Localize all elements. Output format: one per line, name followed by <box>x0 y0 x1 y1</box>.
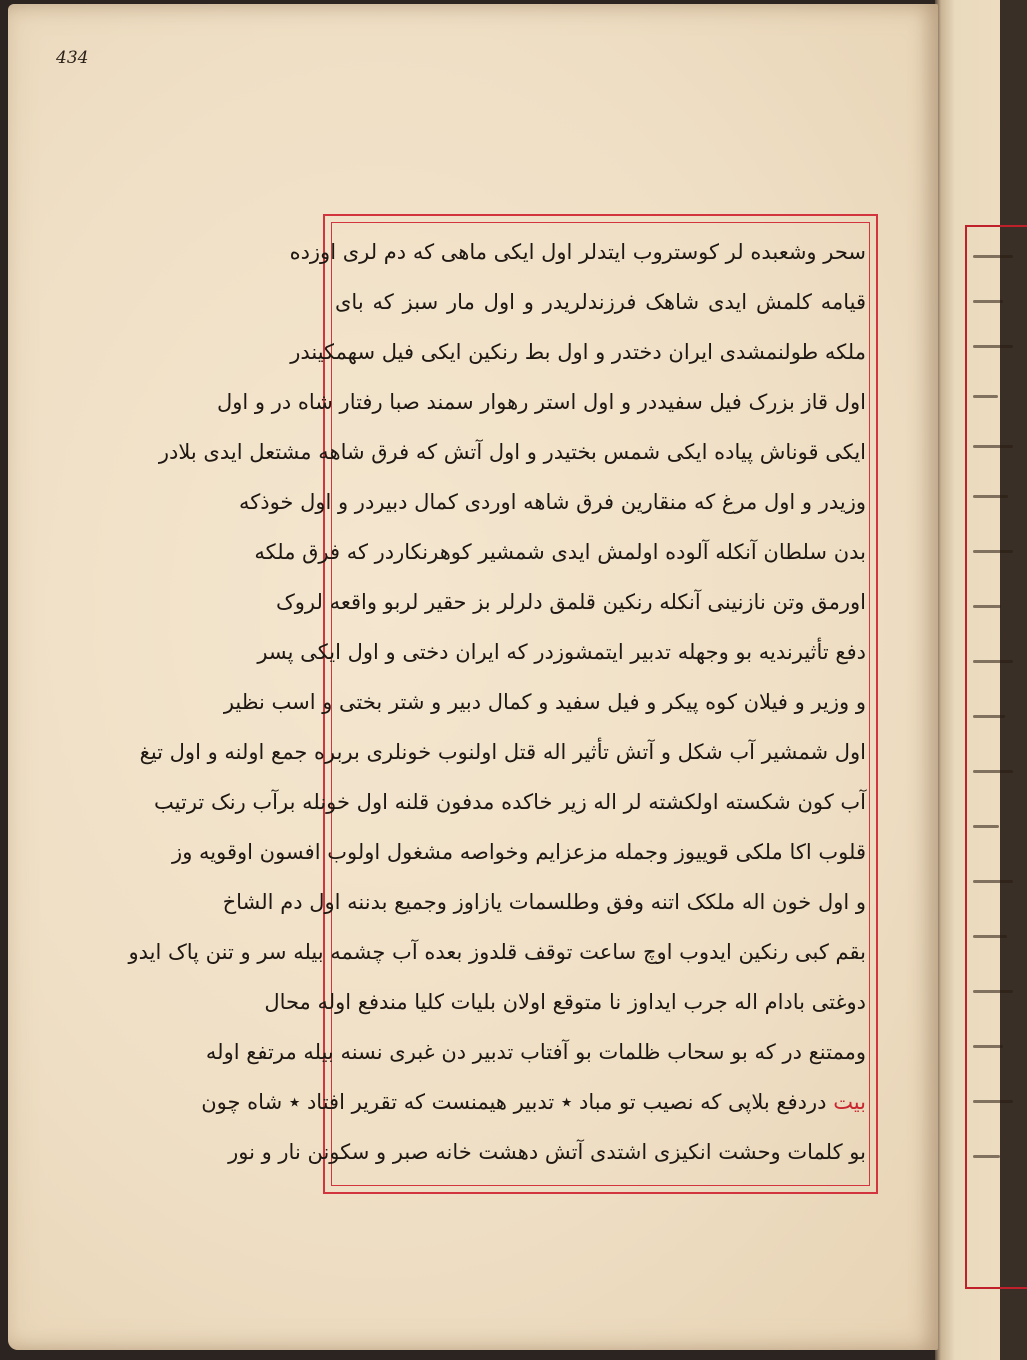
line-text: ایکی قوناش پیاده ایکی شمس بختیدر و اول آتش که فرق شاهه مشتعل ایدی بلادر <box>158 440 866 464</box>
text-block <box>128 234 866 1184</box>
facing-page-text-fragment <box>973 495 1008 498</box>
text-line <box>223 684 866 734</box>
facing-page-text-fragment <box>973 550 1013 553</box>
line-text: اول شمشیر آب شکل و آتش تأثیر اله قتل اولنوب خونلری بربره جمع اولنه و اول تیغ <box>139 740 866 764</box>
line-text: بقم کبی رنکین ایدوب اوچ ساعت توقف قلدوز بعده آب چشمه بیله سر و تنن پاک ایدو <box>128 940 866 964</box>
facing-page-text-fragment <box>973 715 1005 718</box>
text-line <box>128 934 866 984</box>
text-line <box>139 734 866 784</box>
facing-page-text-fragment <box>973 300 1003 303</box>
facing-page-text-fragment <box>973 660 1013 663</box>
facing-page-frame <box>965 225 1027 1289</box>
text-line <box>264 984 866 1034</box>
text-line <box>335 284 866 334</box>
facing-page-text-fragment <box>973 445 1013 448</box>
facing-page-text-fragment <box>973 880 1013 883</box>
line-text: ملکه طولنمشدی ایران دختدر و اول بط رنکین ایکی فیل سهمکیندر <box>290 340 866 364</box>
text-line <box>275 584 866 634</box>
manuscript-page <box>8 4 938 1350</box>
facing-page-text-fragment <box>973 1045 1003 1048</box>
facing-page-text-fragment <box>973 345 1013 348</box>
facing-page-text-fragment <box>973 990 1013 993</box>
line-text: و اول خون اله ملکک اتنه وفق وطلسمات یازاوز وجمیع بدننه اول دم الشاخ <box>222 890 866 914</box>
text-line <box>238 484 866 534</box>
line-text: دردفع بلاپی که نصیب تو مباد ٭ تدبیر هیمنست که تقریر افتاد ٭ شاه چون <box>201 1090 827 1114</box>
line-text: اول قاز بزرک فیل سفیددر و اول استر رهوار سمند صبا رفتار شاه در و اول <box>216 390 866 414</box>
facing-page-edge <box>935 0 1000 1360</box>
line-text: دوغتی بادام اله جرب ایداوز نا متوقع اولان بلیات کلیا مندفع اوله محال <box>264 990 866 1014</box>
facing-page-text-fragment <box>973 770 1013 773</box>
facing-page-text-fragment <box>973 255 1013 258</box>
text-line <box>201 1084 866 1134</box>
facing-page-text-fragment <box>973 1100 1013 1103</box>
text-frame <box>128 214 878 1194</box>
text-line <box>222 884 866 934</box>
text-line <box>172 834 866 884</box>
line-text: قلوب اکا ملکی قوییوز وجمله مزعزایم وخواصه مشغول اولوب افسون اوقویه وز <box>172 840 866 864</box>
text-line <box>289 234 866 284</box>
line-text: آب کون شکسته اولکشته لر اله زیر خاکده مدفون قلنه اول خونله برآب رنک ترتیب <box>154 790 866 814</box>
text-line <box>158 434 866 484</box>
line-text: دفع تأثیرندیه بو وجهله تدبیر ایتمشوزدر که ایران دختی و اول ایکی پسر <box>257 640 866 664</box>
facing-page-text-fragment <box>973 1155 1000 1158</box>
line-text: بدن سلطان آنکله آلوده اولمش ایدی شمشیر کوهرنکاردر که فرق ملکه <box>254 540 866 564</box>
text-line <box>205 1034 866 1084</box>
line-text: و وزیر و فیلان کوه پیکر و فیل سفید و کمال دبیر و شتر بختی و اسب نظیر <box>223 690 866 714</box>
folio-number: 434 <box>56 48 89 68</box>
text-line <box>290 334 866 384</box>
rubric-heading: بیت <box>833 1090 866 1114</box>
text-line <box>257 634 866 684</box>
line-text: بو کلمات وحشت انکیزی اشتدی آتش دهشت خانه صبر و سکونن نار و نور <box>228 1140 866 1164</box>
line-text: سحر وشعبده لر کوستروب ایتدلر اول ایکی ماهی که دم لری اوزده <box>289 240 866 264</box>
line-text: وممتنع در که بو سحاب ظلمات بو آفتاب تدبیر دن غبری نسنه بیله مرتفع اوله <box>205 1040 866 1064</box>
facing-page-text-fragment <box>973 605 1001 608</box>
text-line <box>228 1134 866 1184</box>
facing-page-text-fragment <box>973 395 998 398</box>
text-line <box>216 384 866 434</box>
facing-page-text-fragment <box>973 935 1007 938</box>
text-line <box>254 534 866 584</box>
line-text: وزیدر و اول مرغ که منقارین فرق شاهه اوردی کمال دبیردر و اول خوذکه <box>238 490 866 514</box>
facing-page-text-fragment <box>973 825 999 828</box>
text-line <box>154 784 866 834</box>
line-text: قیامه کلمش ایدی شاهک فرزندلریدر و اول مار سبز که بای <box>335 290 866 314</box>
line-text: اورمق وتن نازنینی آنکله رنکین قلمق دلرلر بز حقیر لربو واقعه لروک <box>275 590 866 614</box>
